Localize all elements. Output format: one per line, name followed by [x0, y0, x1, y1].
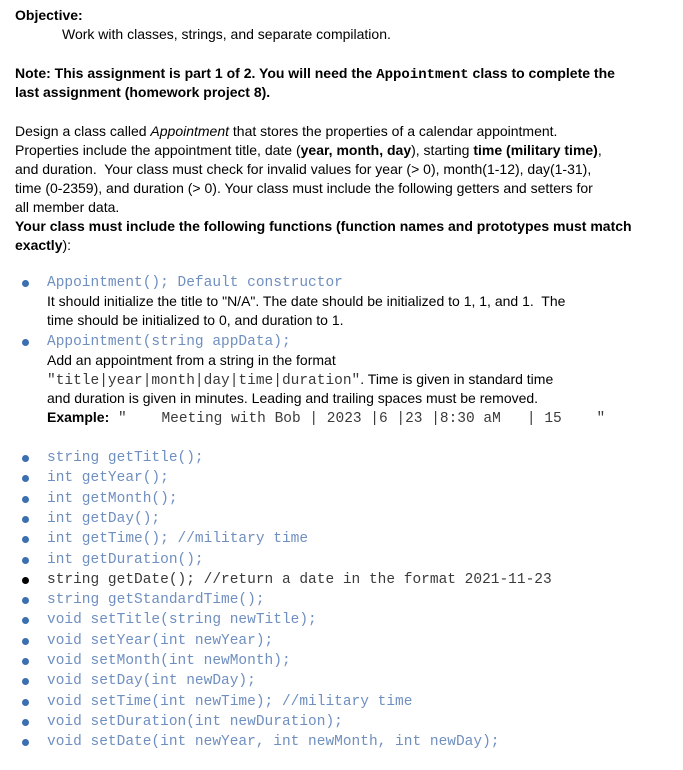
function-prototype: void setDuration(int newDuration); [47, 713, 343, 730]
function-prototype: int getTime(); //military time [47, 531, 309, 548]
design-class-name: Appointment [150, 123, 230, 139]
function-prototype: string getTitle(); [47, 450, 204, 466]
bullet-icon [22, 699, 29, 706]
bullet-icon [22, 516, 29, 523]
constructor-format-line [47, 370, 553, 391]
constructor-signature: Appointment(); Default constructor [47, 275, 343, 291]
bullet-icon [22, 658, 29, 665]
bullet-icon [22, 536, 29, 543]
design-line-2 [15, 141, 602, 160]
bullet-icon [22, 577, 29, 584]
constructor-desc: time should be initialized to 0, and duration to 1. [47, 312, 344, 328]
function-prototype: string getStandardTime(); [47, 592, 265, 609]
example-label: Example: [47, 409, 110, 425]
note-text-end: class to complete the [468, 65, 615, 81]
design-text: Properties include the appointment title, date ( [15, 142, 301, 158]
bullet-icon [22, 739, 29, 746]
design-line-4: time (0-2359), and duration (> 0). Your class must include the following getters and setters for [15, 180, 593, 196]
bullet-icon [22, 638, 29, 645]
design-text: that stores the properties of a calendar appointment. [229, 123, 558, 139]
objective-text: Work with classes, strings, and separate compilation. [62, 26, 391, 42]
design-text: , [597, 142, 602, 158]
function-prototype: int getDuration(); [47, 551, 204, 568]
bullet-icon [22, 557, 29, 564]
design-line-3: and duration. Your class must check for invalid values for year (> 0), month(1-12), day(1-31), [15, 161, 592, 177]
objective-heading: Objective: [15, 7, 83, 23]
bullet-icon [22, 496, 29, 503]
example-value: " Meeting with Bob | 2023 |6 |23 |8:30 aM | 15 " [109, 411, 606, 427]
bullet-icon [22, 617, 29, 624]
bullet-icon [22, 678, 29, 685]
function-prototype: int getDay(); [47, 510, 161, 527]
bullet-icon [22, 475, 29, 482]
function-prototype: void setDate(int newYear, int newMonth, int newDay); [47, 734, 500, 751]
design-text: ), starting [411, 142, 474, 158]
constructor-desc: . Time is given in standard time [360, 371, 554, 387]
design-exactly: exactly [15, 237, 63, 253]
bullet-icon [22, 339, 29, 346]
example-line [47, 408, 605, 429]
bullet-icon [22, 597, 29, 604]
design-line-5: all member data. [15, 199, 120, 215]
function-prototype: void setYear(int newYear); [47, 632, 274, 649]
design-line-1 [15, 122, 557, 141]
function-prototype: int getMonth(); [47, 490, 178, 507]
note-line-2: last assignment (homework project 8). [15, 84, 271, 100]
bullet-icon [22, 280, 29, 287]
constructor-desc: and duration is given in minutes. Leading and trailing spaces must be removed. [47, 390, 539, 406]
bullet-icon [22, 719, 29, 726]
function-prototype: int getYear(); [47, 470, 169, 487]
design-text: Design a class called [15, 123, 151, 139]
design-text: ): [62, 237, 72, 253]
note-line-1 [15, 64, 615, 85]
design-date-fields: year, month, day [300, 142, 412, 158]
function-prototype: void setDay(int newDay); [47, 673, 256, 690]
constructor-desc: Add an appointment from a string in the format [47, 352, 336, 368]
design-time-field: time (military time) [473, 142, 598, 158]
bullet-icon [22, 455, 29, 462]
function-prototype: void setMonth(int newMonth); [47, 653, 291, 669]
function-prototype: string getDate(); //return a date in the format 2021-11-23 [47, 571, 552, 588]
design-line-6: Your class must include the following functions (function names and prototypes must match [15, 218, 632, 234]
note-text: Note: This assignment is part 1 of 2. You will need the [15, 65, 377, 81]
function-prototype: void setTime(int newTime); //military time [47, 693, 413, 710]
constructor-signature: Appointment(string appData); [47, 334, 291, 350]
function-prototype: void setTitle(string newTitle); [47, 612, 317, 629]
format-string: "title|year|month|day|time|duration" [47, 373, 361, 389]
design-line-7 [15, 236, 71, 255]
note-class-name: Appointment [376, 67, 469, 83]
constructor-desc: It should initialize the title to "N/A". The date should be initialized to 1, 1, and 1. The [47, 293, 566, 309]
